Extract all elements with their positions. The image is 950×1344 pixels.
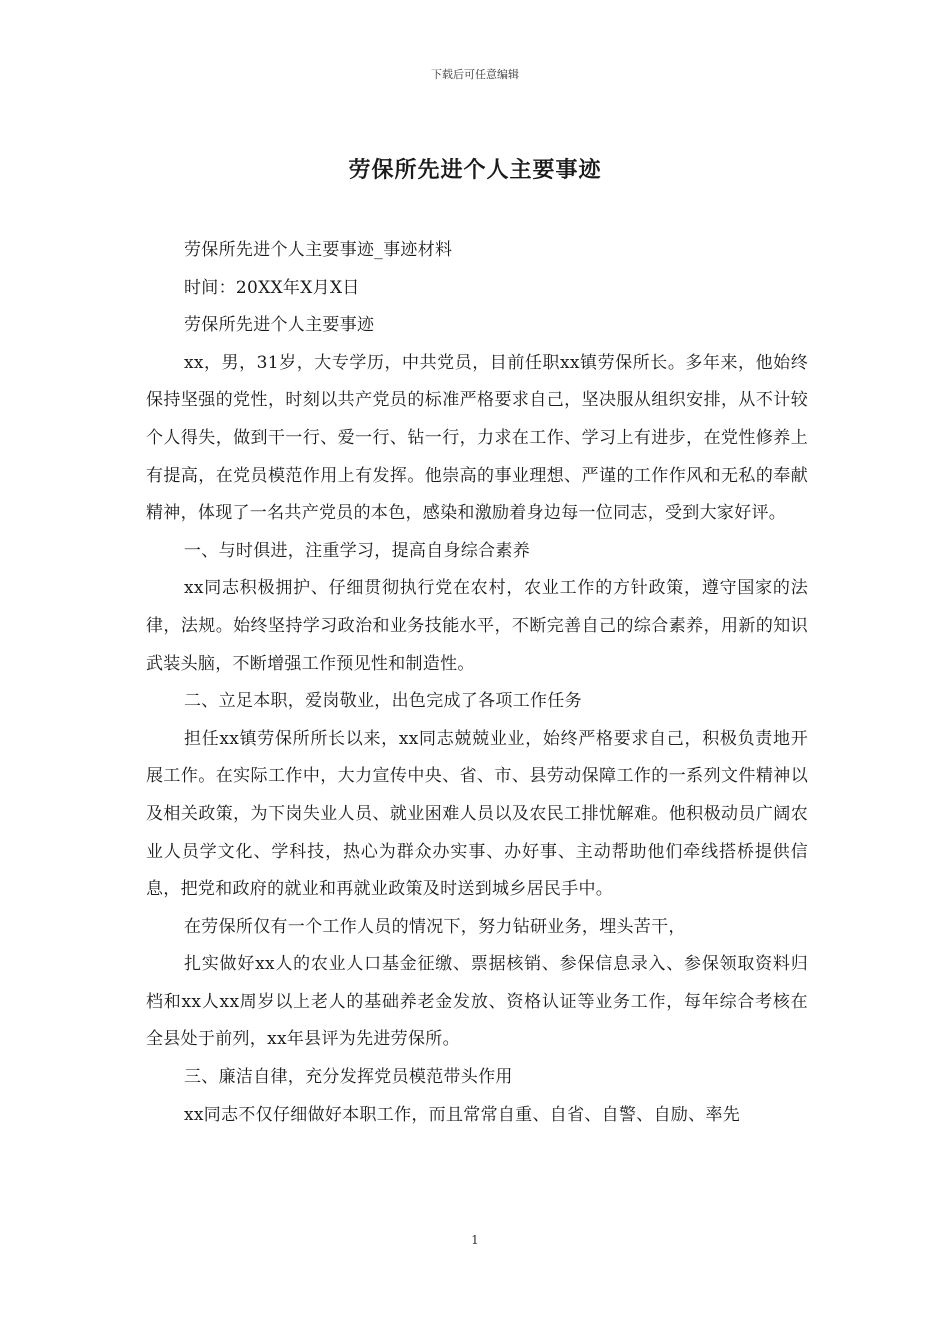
paragraph: xx同志积极拥护、仔细贯彻执行党在农村，农业工作的方针政策，遵守国家的法律，法规。始终坚持学习政治和业务技能水平，不断完善自己的综合素养，用新的知识武装头脑，不断增强工作预见性和制造性。 <box>146 578 808 674</box>
paragraph: 劳保所先进个人主要事迹_事迹材料 <box>184 240 453 260</box>
paragraph: xx同志不仅仔细做好本职工作，而且常常自重、自省、自警、自励、率先 <box>184 1104 741 1125</box>
page-number: 1 <box>471 1233 479 1247</box>
document-body <box>146 232 808 1134</box>
header-note: 下载后可任意编辑 <box>431 68 519 81</box>
paragraph: 扎实做好xx人的农业人口基金征缴、票据核销、参保信息录入、参保领取资料归档和xx人xx周岁以上老人的基础养老金发放、资格认证等业务工作，每年综合考核在全县处于前列，xx年县评为先进劳保所。 <box>146 954 808 1050</box>
paragraph: 劳保所先进个人主要事迹 <box>184 315 375 336</box>
document-title: 劳保所先进个人主要事迹 <box>348 157 602 183</box>
paragraph: xx，男，31岁，大专学历，中共党员，目前任职xx镇劳保所长。多年来，他始终保持坚强的党性，时刻以共产党员的标准严格要求自己，坚决服从组织安排，从不计较个人得失，做到干一行、爱一行、钻一行，力求在工作、学习上有进步，在党性修养上有提高，在党员模范作用上有发挥。他崇高的事业理想、严谨的工作作风和无私的奉献精神，体现了一名共产党员的本色，感染和激励着身边每一位同志，受到大家好评。 <box>146 352 808 524</box>
section-heading: 三、廉洁自律，充分发挥党员模范带头作用 <box>184 1067 513 1088</box>
paragraph: 在劳保所仅有一个工作人员的情况下，努力钻研业务，埋头苦干， <box>184 916 686 937</box>
section-heading: 一、与时俱进，注重学习，提高自身综合素养 <box>184 540 530 561</box>
section-heading: 二、立足本职，爱岗敬业，出色完成了各项工作任务 <box>184 691 582 712</box>
paragraph: 担任xx镇劳保所所长以来，xx同志兢兢业业，始终严格要求自己，积极负责地开展工作。在实际工作中，大力宣传中央、省、市、县劳动保障工作的一系列文件精神以及相关政策，为下岗失业人员、就业困难人员以及农民工排忧解难。他积极动员广阔农业人员学文化、学科技，热心为群众办实事、办好事、主动帮助他们牵线搭桥提供信息，把党和政府的就业和再就业政策及时送到城乡居民手中。 <box>146 728 808 900</box>
paragraph: 时间：20XX年X月X日 <box>184 277 360 298</box>
